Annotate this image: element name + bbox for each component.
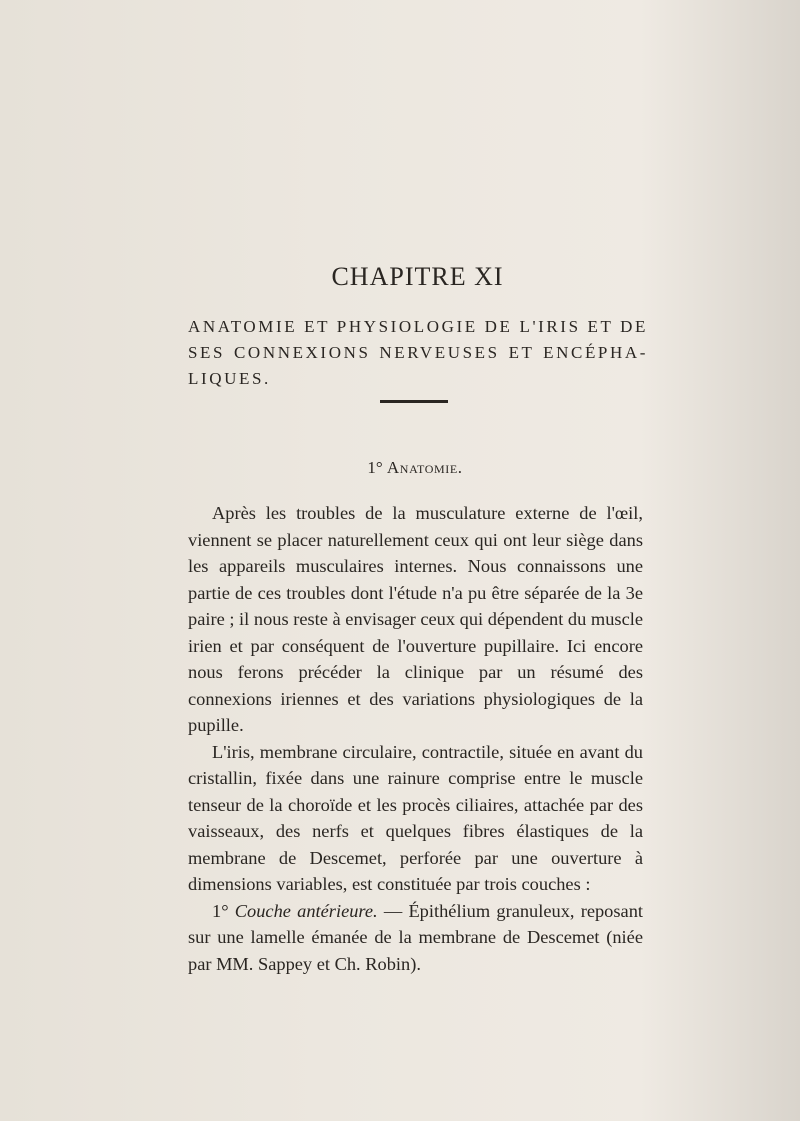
paragraph-3-label: Couche antérieure. bbox=[234, 900, 378, 921]
paragraph-3 bbox=[188, 898, 643, 978]
paragraph-2: L'iris, membrane circulaire, contractile, située en avant du cristallin, fixée dans une rainure comprise entre le muscle tenseur de la choroïde et les procès ciliaires, attachée par des vaisseaux, des nerfs et quelques fibres élastiques de la membrane de Descemet, perforée par une ouverture à dimensions variables, est constituée par trois couches : bbox=[188, 741, 643, 894]
chapter-title: CHAPITRE XI bbox=[331, 262, 504, 291]
chapter-subtitle: ANATOMIE ET PHYSIOLOGIE DE L'IRIS ET DE SES CONNEXIONS NERVEUSES ET ENCÉPHA-LIQUES. bbox=[188, 317, 648, 388]
section-number: 1° bbox=[367, 458, 383, 477]
paragraph-3-text: — Épithélium granuleux, reposant sur une lamelle émanée de la membrane de Descemet (niée par MM. Sappey et Ch. Robin). bbox=[188, 900, 643, 974]
paragraph-3-number: 1° bbox=[212, 900, 229, 921]
section-title: Anatomie. bbox=[386, 458, 463, 477]
divider-rule bbox=[380, 400, 448, 403]
body-text bbox=[188, 500, 643, 977]
paragraph-1: Après les troubles de la musculature externe de l'œil, viennent se placer naturellement ceux qui ont leur siège dans les appareils musculaires internes. Nous connaissons une partie de ces troubles dont l'étude n'a pu être séparée de la 3e paire ; il nous reste à envisager ceux qui dépendent du muscle irien et par conséquent de l'ouverture pupillaire. Ici encore nous ferons précéder la clinique par un résumé des connexions iriennes et des variations physiologiques de la pupille. bbox=[188, 503, 644, 735]
section-heading bbox=[0, 458, 800, 478]
